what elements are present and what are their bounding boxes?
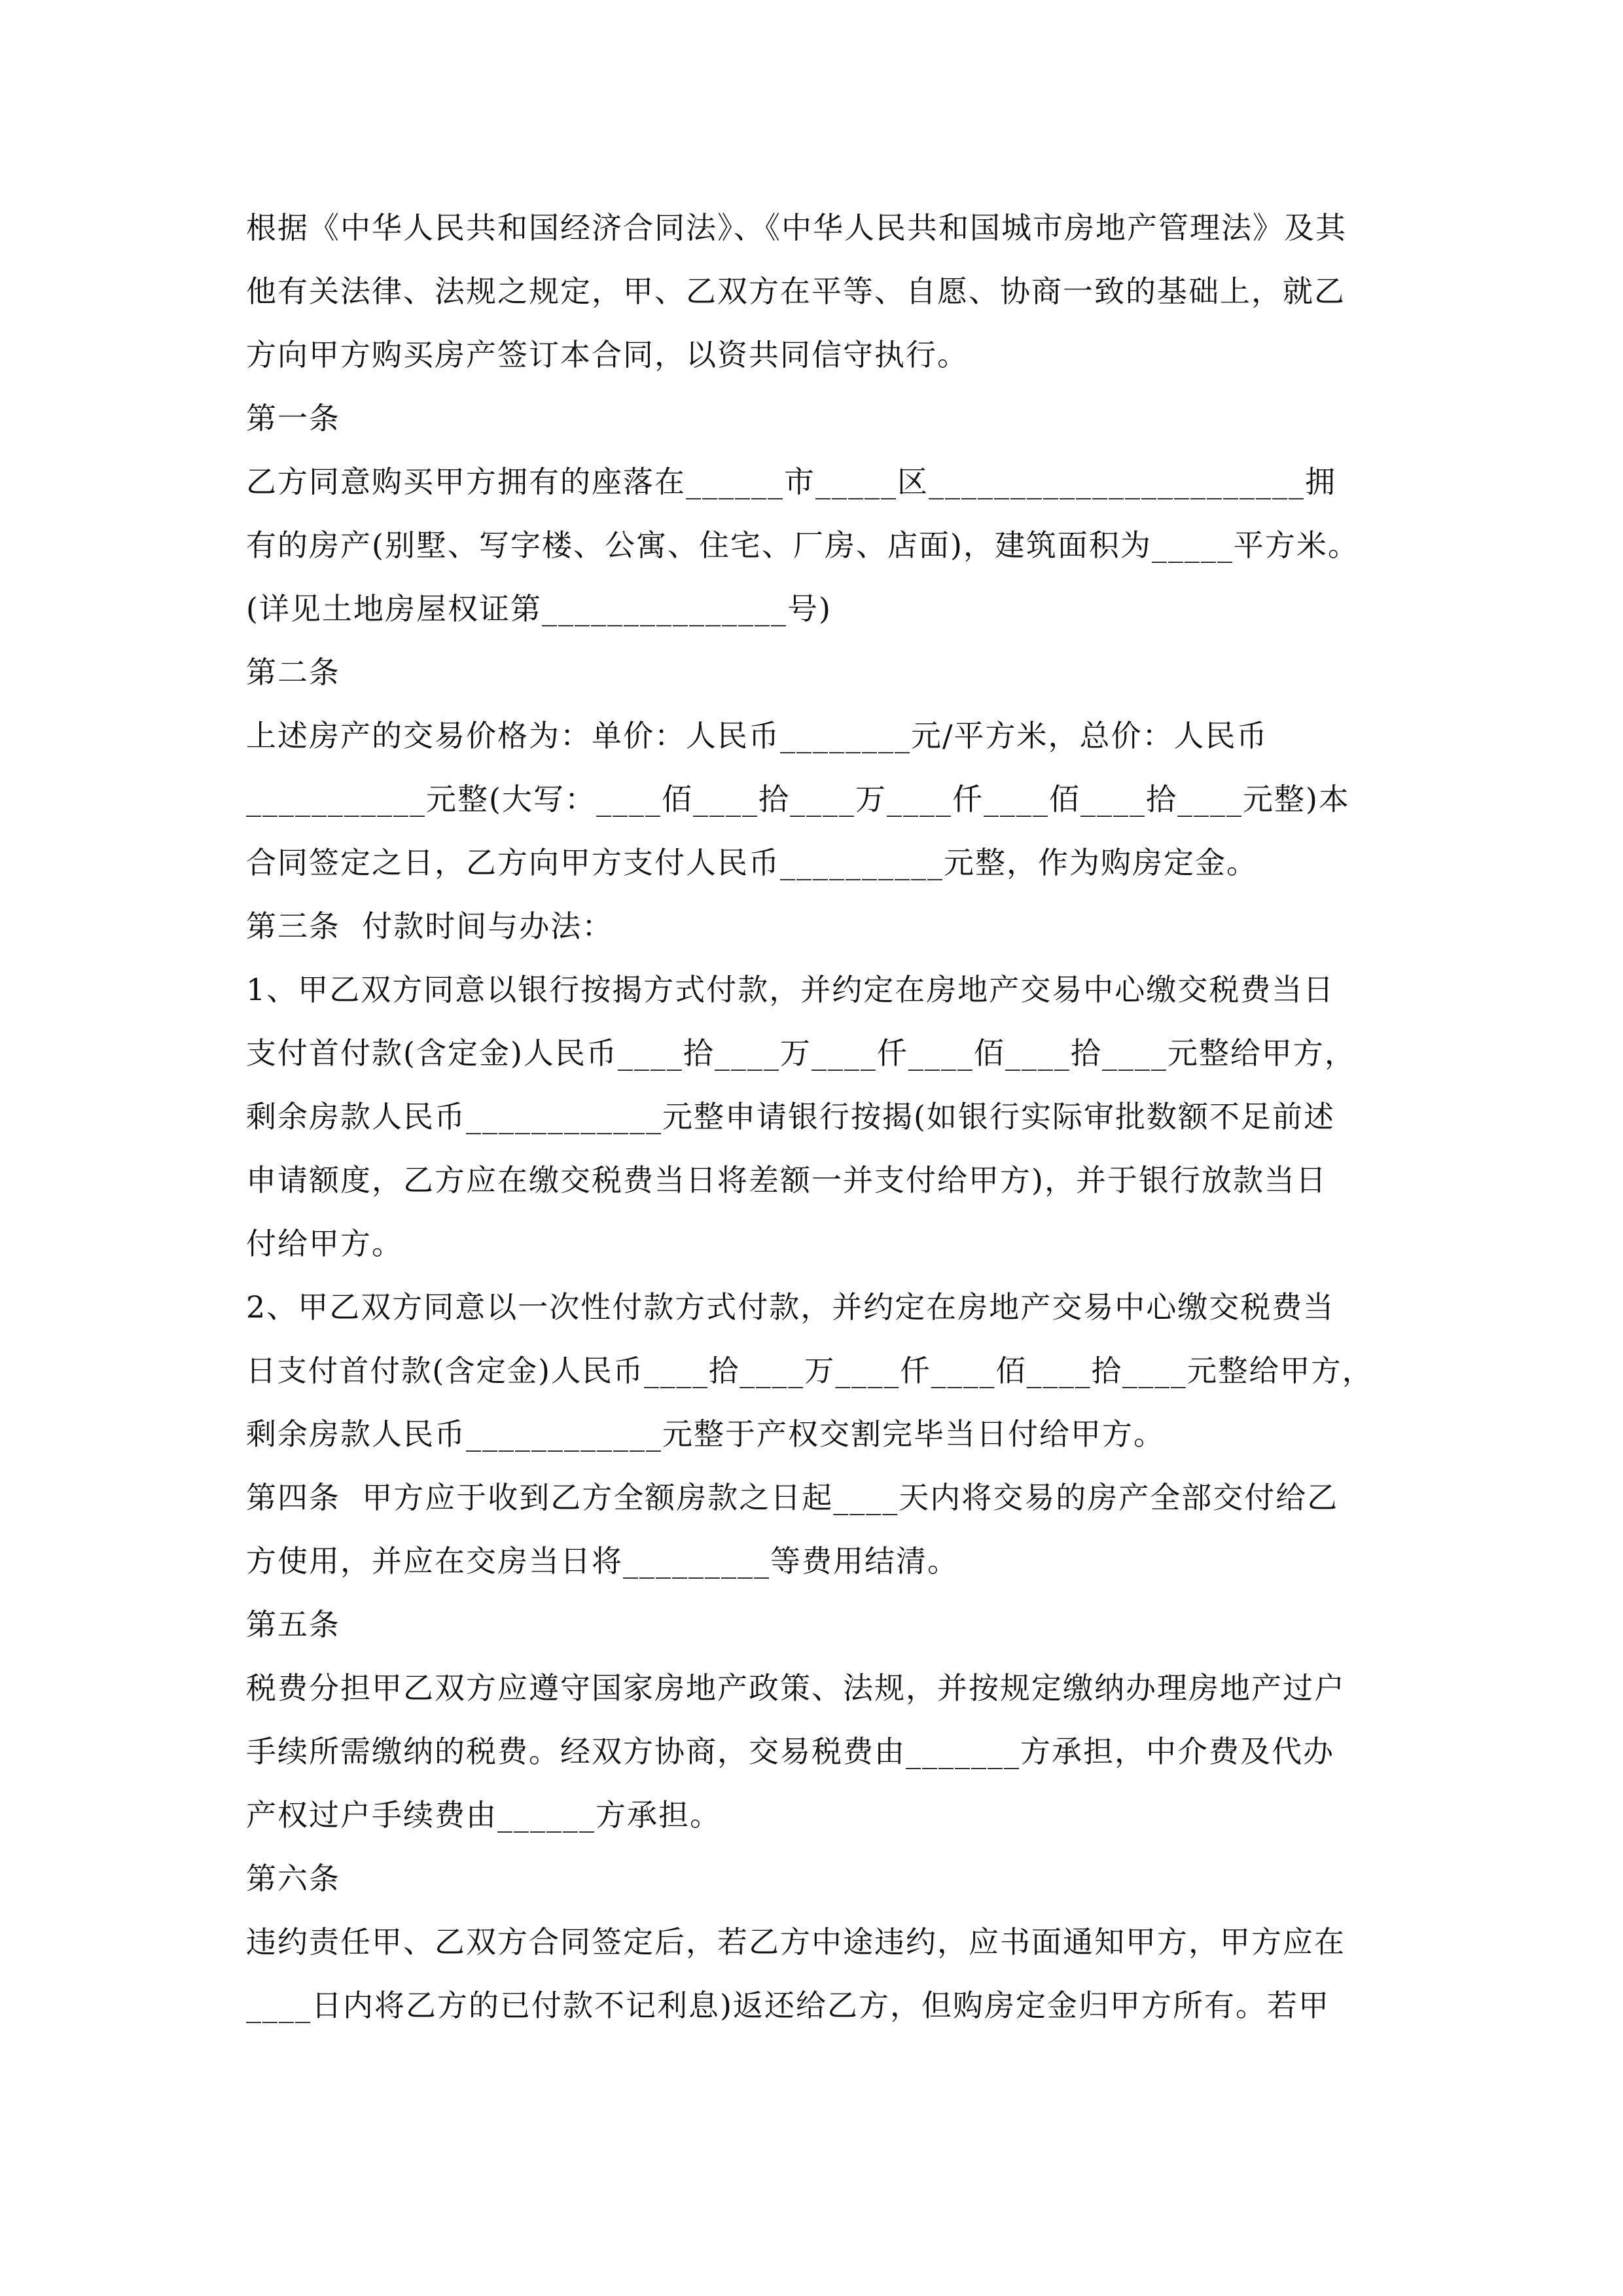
paragraph-line: 2、甲乙双方同意以一次性付款方式付款，并约定在房地产交易中心缴交税费当: [246, 1289, 1335, 1325]
paragraph-line: 方使用，并应在交房当日将_________等费用结清。: [246, 1543, 959, 1579]
paragraph-line: 税费分担甲乙双方应遵守国家房地产政策、法规，并按规定缴纳办理房地产过户: [246, 1670, 1346, 1706]
paragraph-line: 他有关法律、法规之规定，甲、乙双方在平等、自愿、协商一致的基础上，就乙: [246, 274, 1346, 309]
paragraph-line: 上述房产的交易价格为：单价：人民币________元/平方米，总价：人民币: [246, 718, 1268, 753]
article-heading: 第二条: [246, 655, 340, 690]
paragraph-line: 剩余房款人民币____________元整于产权交割完毕当日付给甲方。: [246, 1416, 1165, 1452]
paragraph-line: 乙方同意购买甲方拥有的座落在______市_____区_______________________拥: [246, 464, 1336, 499]
paragraph-line: 付给甲方。: [246, 1226, 403, 1261]
paragraph-line: 违约责任甲、乙双方合同签定后，若乙方中途违约，应书面通知甲方，甲方应在: [246, 1924, 1346, 1960]
paragraph-line: 1、甲乙双方同意以银行按揭方式付款，并约定在房地产交易中心缴交税费当日: [246, 972, 1335, 1007]
paragraph-line: 合同签定之日，乙方向甲方支付人民币__________元整，作为购房定金。: [246, 845, 1258, 880]
paragraph-line: 日支付首付款(含定金)人民币____拾____万____仟____佰____拾____元整给甲方，: [246, 1354, 1374, 1388]
paragraph-line: 产权过户手续费由______方承担。: [246, 1797, 721, 1833]
paragraph-line: ___________元整(大写：____佰____拾____万____仟____佰____拾____元整)本: [246, 781, 1350, 817]
article-heading: 第一条: [246, 401, 340, 436]
paragraph-line: 根据《中华人民共和国经济合同法》、《中华人民共和国城市房地产管理法》及其: [246, 210, 1347, 245]
paragraph-line: ____日内将乙方的已付款不记利息)返还给乙方，但购房定金归甲方所有。若甲: [246, 1988, 1330, 2023]
paragraph-line: 有的房产(别墅、写字楼、公寓、住宅、厂房、店面)，建筑面积为_____平方米。: [246, 528, 1359, 563]
paragraph-line: 申请额度，乙方应在缴交税费当日将差额一并支付给甲方)，并于银行放款当日: [246, 1162, 1327, 1198]
article-heading: 第四条 甲方应于收到乙方全额房款之日起____天内将交易的房产全部交付给乙: [246, 1480, 1339, 1515]
contract-body: [246, 196, 1378, 2037]
paragraph-line: 手续所需缴纳的税费。经双方协商，交易税费由_______方承担，中介费及代办: [246, 1734, 1334, 1769]
article-heading: 第三条 付款时间与办法：: [246, 908, 614, 944]
paragraph-line: 方向甲方购买房产签订本合同，以资共同信守执行。: [246, 337, 969, 372]
paragraph-line: 剩余房款人民币____________元整申请银行按揭(如银行实际审批数额不足前述: [246, 1099, 1335, 1134]
paragraph-line: (详见土地房屋权证第_______________号): [246, 591, 832, 626]
article-heading: 第五条: [246, 1607, 340, 1642]
paragraph-line: 支付首付款(含定金)人民币____拾____万____仟____佰____拾____元整给甲方，: [246, 1035, 1356, 1071]
article-heading: 第六条: [246, 1861, 340, 1896]
